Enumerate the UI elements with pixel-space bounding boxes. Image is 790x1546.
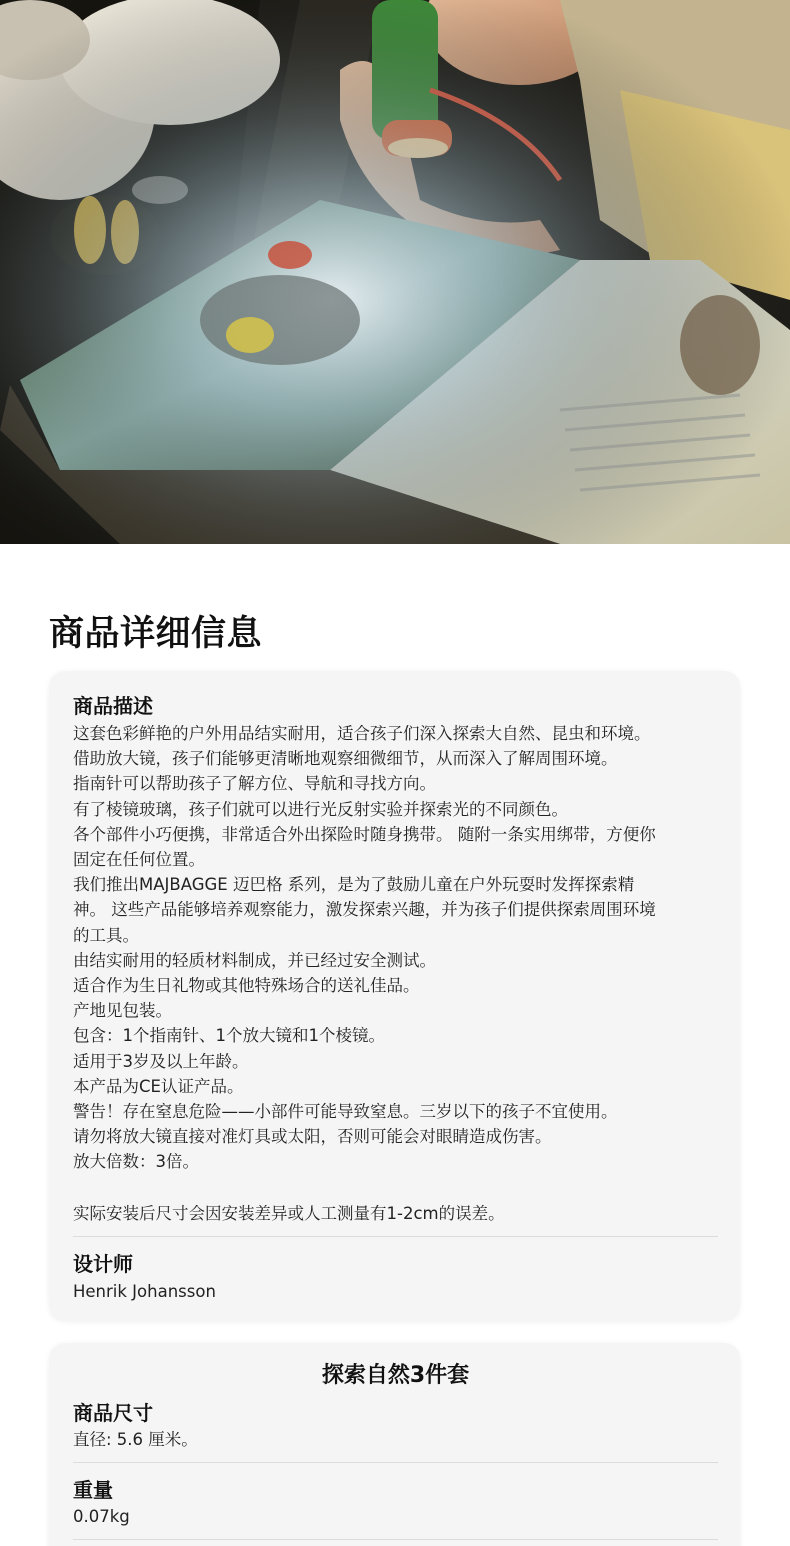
- weight-section: [73, 1463, 718, 1539]
- description-line: 固定在任何位置。: [73, 850, 205, 870]
- description-line: 请勿将放大镜直接对准灯具或太阳，否则可能会对眼睛造成伤害。: [73, 1127, 552, 1147]
- description-line: 各个部件小巧便携，非常适合外出探险时随身携带。 随附一条实用绑带，方便你: [73, 824, 656, 844]
- designer-name: Henrik Johansson: [73, 1282, 216, 1302]
- weight-heading: 重量: [73, 1478, 113, 1502]
- size-value: 直径: 5.6 厘米。: [73, 1430, 198, 1449]
- specs-title: 探索自然3件套: [321, 1363, 470, 1388]
- blank-line: [73, 1175, 718, 1200]
- description-line: 由结实耐用的轻质材料制成，并已经过安全测试。: [73, 950, 436, 970]
- weight-value: 0.07kg: [73, 1507, 130, 1526]
- description-line: 产地见包装。: [73, 1001, 172, 1021]
- measurement-note: 实际安装后尺寸会因安装差异或人工测量有1-2cm的误差。: [73, 1203, 505, 1223]
- description-line: 适合作为生日礼物或其他特殊场合的送礼佳品。: [73, 976, 420, 996]
- description-line: 这套色彩鲜艳的户外用品结实耐用，适合孩子们深入探索大自然、昆虫和环境。: [73, 724, 651, 743]
- hero-photo-child-reading-with-flashlight: [0, 0, 790, 544]
- divider: [73, 1236, 718, 1237]
- description-text: [73, 721, 718, 1175]
- description-line: 指南针可以帮助孩子了解方位、导航和寻找方向。: [73, 774, 436, 794]
- designer-heading: 设计师: [73, 1252, 133, 1277]
- description-line: 适用于3岁及以上年龄。: [73, 1051, 249, 1071]
- description-line: 警告！存在窒息危险——小部件可能导致窒息。三岁以下的孩子不宜使用。: [73, 1102, 618, 1122]
- description-line: 我们推出MAJBAGGE 迈巴格 系列，是为了鼓励儿童在户外玩耍时发挥探索精: [73, 875, 635, 895]
- size-section: [73, 1394, 718, 1462]
- size-heading: 商品尺寸: [73, 1401, 153, 1425]
- description-note-block: [73, 1175, 718, 1226]
- description-line: 包含：1个指南针、1个放大镜和1个棱镜。: [73, 1026, 385, 1046]
- description-line: 的工具。: [73, 925, 139, 945]
- description-line: 本产品为CE认证产品。: [73, 1076, 244, 1096]
- designer-section: [73, 1249, 718, 1305]
- product-details-title: 商品详细信息: [49, 614, 263, 654]
- specs-card: [49, 1343, 740, 1546]
- description-line: 有了棱镜玻璃，孩子们就可以进行光反射实验并探索光的不同颜色。: [73, 799, 568, 819]
- description-heading: 商品描述: [73, 694, 153, 718]
- description-card: [49, 671, 740, 1321]
- description-line: 神。 这些产品能够培养观察能力，激发探索兴趣，并为孩子们提供探索周围环境: [73, 900, 656, 920]
- divider: [73, 1539, 718, 1540]
- description-line: 借助放大镜，孩子们能够更清晰地观察细微细节，从而深入了解周围环境。: [73, 749, 618, 769]
- description-line: 放大倍数：3倍。: [73, 1152, 199, 1172]
